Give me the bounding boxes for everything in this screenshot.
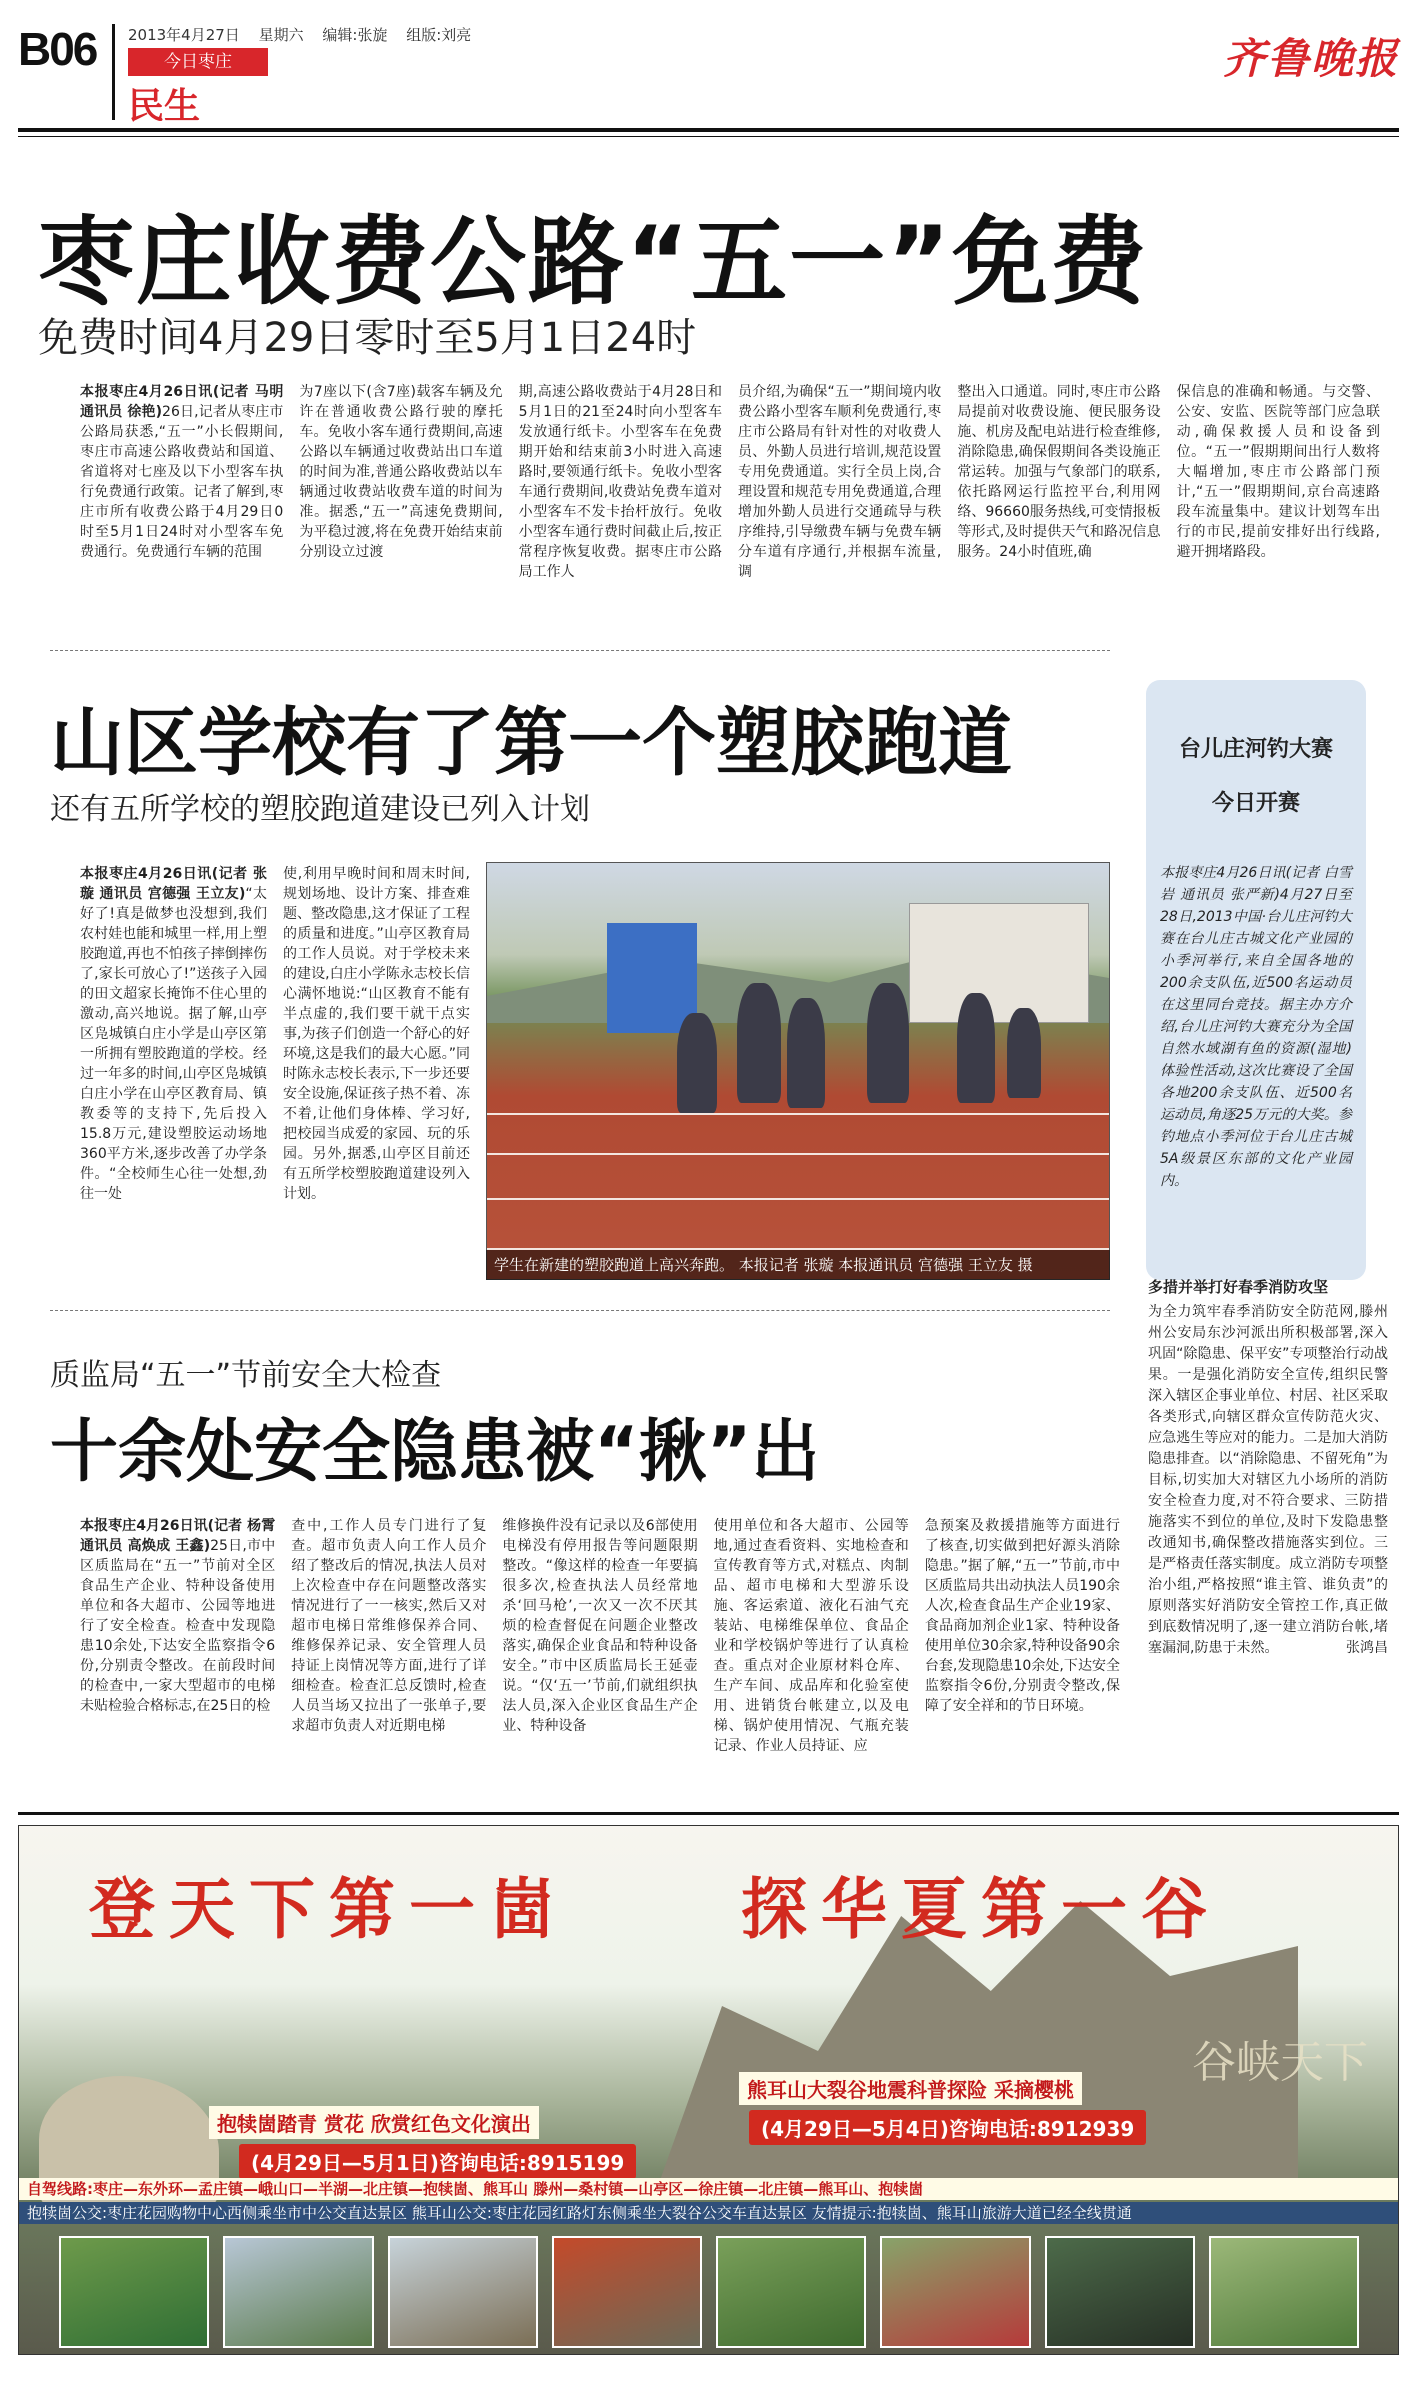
sidebar-body: 本报枣庄4月26日讯(记者 白雪岩 通讯员 张严新)4月27日至28日,2013中国·台儿庄河钓大赛在台儿庄古城文化产业园的小季河举行,来自全国各地的200余支队伍,近500名运动员在这里同台竞技。据主办方介绍,台儿庄河钓大赛充分为全国自然水域湖有鱼的资源(湿地)体验性活动,这次比赛设了全国各地200余支队伍、近500名运动员,角逐25万元的大奖。参钓地点小季河位于台儿庄古城5A级景区东部的文化产业园内。 <box>1160 865 1352 1189</box>
running-track-photo <box>486 862 1110 1280</box>
header-weekday: 星期六 <box>258 26 304 44</box>
ad-photo-8 <box>1209 2236 1359 2348</box>
story1-col-3: 期,高速公路收费站于4月28日和5月1日的21至24时向小型客车发放通行纸卡。小型客车在免费期开始和结束前3小时进入高速路时,要领通行纸卡。免收小型客车通行费期间,收费站免费车道对小型客车不发卡抬杆放行。免收小型客车通行费时间截止后,按正常程序恢复收费。据枣庄市公路局工作人 <box>518 384 722 580</box>
sidebar-headline-2: 今日开赛 <box>1211 791 1300 816</box>
sidebar-headline-1: 台儿庄河钓大赛 <box>1178 737 1333 762</box>
ad-photo-7 <box>1045 2236 1195 2348</box>
story3-dateline: 本报枣庄4月26日讯(记者 杨霄 通讯员 高焕成 王鑫) <box>80 1518 276 1554</box>
ad-photo-3 <box>388 2236 538 2348</box>
story2-subhead: 还有五所学校的塑胶跑道建设已列入计划 <box>50 792 590 827</box>
fire-item-text: 为全力筑牢春季消防安全防范网,滕州州公安局东沙河派出所积极部署,深入巩固“除隐患、保平安”专项整治行动战果。一是强化消防安全宣传,组织民警深入辖区企事业单位、村居、社区采取各类形式,向辖区群众宣传防范火灾、应急逃生等应对的能力。二是加大消防隐患排查。以“消除隐患、不留死角”为目标,切实加大对辖区九小场所的消防安全检查力度,对不符合要求、三防措施落实不到位的单位,及时下发隐患整改通知书,确保整改措施落实到位。三是严格责任落实制度。成立消防专项整治小组,严格按照“谁主管、谁负责”的原则落实好消防安全管控工作,真正做到底数情况明了,逐一建立消防台帐,堵塞漏洞,防患于未然。 <box>1148 1304 1388 1656</box>
story3-body <box>80 1516 1120 1806</box>
story3-headline: 十余处安全隐患被“揪”出 <box>50 1413 820 1492</box>
story1-subhead: 免费时间4月29日零时至5月1日24时 <box>38 315 697 361</box>
header-divider <box>112 24 115 120</box>
ad-photo-6 <box>880 2236 1030 2348</box>
ad-headline-left: 登天下第一崮 <box>89 1870 569 1948</box>
fire-item-body <box>1148 1302 1388 1659</box>
story2-body <box>80 864 470 1284</box>
ad-phone-left: (4月29日—5月1日)咨询电话:8915199 <box>239 2144 636 2179</box>
story1-col-1 <box>80 382 283 632</box>
story2-headline: 山区学校有了第一个塑胶跑道 <box>50 700 1012 786</box>
story2-divider <box>50 1310 1110 1311</box>
ad-route-line-2: 抱犊崮公交:枣庄花园购物中心西侧乘坐市中公交直达景区 熊耳山公交:枣庄花园红路灯东侧乘坐大裂谷公交车直达景区 友情提示:抱犊崮、熊耳山旅游大道已经全线贯通 <box>19 2202 1398 2224</box>
ad-photo-4 <box>552 2236 702 2348</box>
header-rule-thin <box>18 136 1399 137</box>
ad-rule <box>18 1812 1399 1815</box>
header-date: 2013年4月27日 <box>128 26 240 44</box>
ad-headline-right: 探华夏第一谷 <box>741 1870 1221 1948</box>
ad-promo-right: 熊耳山大裂谷地震科普探险 采摘樱桃 <box>739 2072 1082 2105</box>
story3-col-2: 查中,工作人员专门进行了复查。超市负责人向工作人员介绍了整改后的情况,执法人员对上次检查中存在问题整改落实情况进行了一一核实,然后又对超市电梯日常维修保养合同、维修保养记录、安全管理人员持证上岗情况等方面,进行了详细检查。检查汇总反馈时,检查人员当场又拉出了一张单子,要求超市负责人对近期电梯 <box>291 1518 487 1734</box>
header-rule <box>18 128 1399 132</box>
header-meta <box>128 24 485 45</box>
ad-vertical-text: 谷峡天下 <box>1192 2037 1368 2088</box>
story3-col-4: 使用单位和各大超市、公园等地,通过查看资料、实地检查和宣传教育等方式,对糕点、肉制品、超市电梯和大型游乐设施、客运索道、液化石油气充装站、电梯维保单位、食品企业和学校锅炉等进行了认真检查。重点对企业原材料仓库、生产车间、成品库和化验室使用、进销货台帐建立,以及电梯、锅炉使用情况、气瓶充装记录、作业人员持证、应 <box>713 1518 909 1754</box>
story1-col-2: 为7座以下(含7座)载客车辆及允许在普通收费公路行驶的摩托车。免收小客车通行费期间,高速公路以车辆通过收费站出口车道的时间为准,普通公路收费站以车辆通过收费站收费车道的时间为准。据悉,“五一”高速免费期间,为平稳过渡,将在免费开始结束前分别设立过渡 <box>299 384 503 560</box>
story3-col-5: 急预案及救援措施等方面进行了核查,切实做到把好源头消除隐患。”据了解,“五一”节前,市中区质监局共出动执法人员190余人次,检查食品生产企业19家、食品商加剂企业1家、特种设备使用单位30余家,特种设备90余台套,发现隐患10余处,下达安全监察指令6份,分别责令整改,保障了安全祥和的节日环境。 <box>924 1518 1121 1714</box>
ad-photo-strip <box>59 2236 1359 2348</box>
header-layout: 组版:刘亮 <box>406 26 472 44</box>
story2-text-1: “太好了!真是做梦也没想到,我们农村娃也能和城里一样,用上塑胶跑道,再也不怕孩子摔倒摔伤了,家长可放心了!”送孩子入园的田文超家长掩饰不住心里的激动,高兴地说。据了解,山亭区凫城镇白庄小学是山亭区第一所拥有塑胶跑道的学校。经过一年多的时间,山亭区凫城镇白庄小学在山亭区教育局、镇教委等的支持下,先后投入15.8万元,建设塑胶运动场地360平方米,逐步改善了办学条件。“全校师生心往一处想,劲往一处 <box>80 886 267 1202</box>
story1-col-6: 保信息的准确和畅通。与交警、公安、安监、医院等部门应急联动,确保救援人员和设备到位。“五一”假期期间出行人数将大幅增加,枣庄市公路部门预计,“五一”假期期间,京台高速路段车流量集中。建议计划驾车出行的市民,提前安排好出行线路,避开拥堵路段。 <box>1176 384 1380 560</box>
ad-promo-left: 抱犊崮踏青 赏花 欣赏红色文化演出 <box>209 2106 539 2139</box>
ad-phone-right: (4月29日—5月4日)咨询电话:8912939 <box>749 2110 1146 2145</box>
section-title: 民生 <box>128 86 201 127</box>
fire-item-author: 张鸿昌 <box>1346 1640 1388 1656</box>
ad-route-line-1: 自驾线路:枣庄—东外环—孟庄镇—峨山口—半湖—北庄镇—抱犊崮、熊耳山 滕州—桑村镇—山亭区—徐庄镇—北庄镇—熊耳山、抱犊崮 <box>19 2178 1398 2200</box>
story1-dateline: 本报枣庄4月26日讯(记者 马明 通讯员 徐艳) <box>80 384 284 420</box>
story2-col-2: 使,利用早晚时间和周末时间,规划场地、设计方案、排查难题、整改隐患,这才保证了工程的质量和进度。”山亭区教育局的工作人员说。对于学校未来的建设,白庄小学陈永志校长信心满怀地说:“山区教育不能有半点虚的,我们要干就干点实事,为孩子们创造一个舒心的好环境,这是我们的最大心愿。”同时陈永志校长表示,下一步还要安全设施,保证孩子热不着、冻不着,让他们身体棒、学习好,把校园当成爱的家园、玩的乐园。另外,据悉,山亭区目前还有五所学校塑胶跑道建设列入计划。 <box>283 866 470 1202</box>
story1-text-1: 26日,记者从枣庄市公路局获悉,“五一”小长假期间,枣庄市高速公路收费站和国道、省道将对七座及以下小型客车执行免费通行政策。记者了解到,枣庄市所有收费公路于4月29日0时至5月1日24时对小型客车免费通行。免费通行车辆的范围 <box>80 404 284 560</box>
masthead-logo: 齐鲁晚报 <box>1222 34 1399 83</box>
tourism-advertisement <box>18 1825 1399 2355</box>
ad-photo-5 <box>716 2236 866 2348</box>
story3-kicker: 质监局“五一”节前安全大检查 <box>50 1358 442 1393</box>
story1-divider <box>50 650 1110 651</box>
story1-headline: 枣庄收费公路“五一”免费 <box>38 206 1149 318</box>
story3-text-1: 25日,市中区质监局在“五一”节前对全区食品生产企业、特种设备使用单位和各大超市、公园等地进行了安全检查。检查中发现隐患10余处,下达安全监察指令6份,分别责令整改。在前段时间的检查中,一家大型超市的电梯未贴检验合格标志,在25日的检 <box>80 1538 276 1714</box>
story1-col-4: 员介绍,为确保“五一”期间境内收费公路小型客车顺利免费通行,枣庄市公路局有针对性的对收费人员、外勤人员进行培训,规范设置专用免费通道。实行全员上岗,合理设置和规范专用免费通道,合理增加外勤人员进行交通疏导与秩序维持,引导缴费车辆与免费车辆分车道有序通行,并根据车流量,调 <box>737 384 942 580</box>
story2-col-1 <box>80 864 267 1284</box>
fire-item-title: 多措并举打好春季消防攻坚 <box>1148 1278 1329 1296</box>
story2-dateline: 本报枣庄4月26日讯(记者 张璇 通讯员 宫德强 王立友) <box>80 866 267 902</box>
section-tag: 今日枣庄 <box>128 48 268 76</box>
header-editor: 编辑:张旋 <box>322 26 388 44</box>
ad-photo-2 <box>223 2236 373 2348</box>
ad-photo-1 <box>59 2236 209 2348</box>
page-number: B06 <box>18 23 97 75</box>
photo-caption: 学生在新建的塑胶跑道上高兴奔跑。 本报记者 张璇 本报通讯员 宫德强 王立友 摄 <box>486 1250 1110 1280</box>
story3-col-1 <box>80 1516 275 1806</box>
story3-col-3: 维修换件没有记录以及6部使用电梯没有停用报告等问题限期整改。“像这样的检查一年要搞很多次,检查执法人员经常地杀‘回马枪’,一次又一次不厌其烦的检查督促在问题企业整改落实,确保企业食品和特种设备安全。”市中区质监局长王延壶说。“仅‘五一’节前,们就组织执法人员,深入企业区食品生产企业、特种设备 <box>502 1518 698 1734</box>
story1-body <box>80 382 1380 632</box>
story1-col-5: 整出入口通道。同时,枣庄市公路局提前对收费设施、便民服务设施、机房及配电站进行检查维修,消除隐患,确保假期间各类设施正常运转。加强与气象部门的联系,依托路网运行监控平台,利用网络、96660服务热线,可变情报板等形式,及时提供天气和路况信息服务。24小时值班,确 <box>957 384 1161 560</box>
